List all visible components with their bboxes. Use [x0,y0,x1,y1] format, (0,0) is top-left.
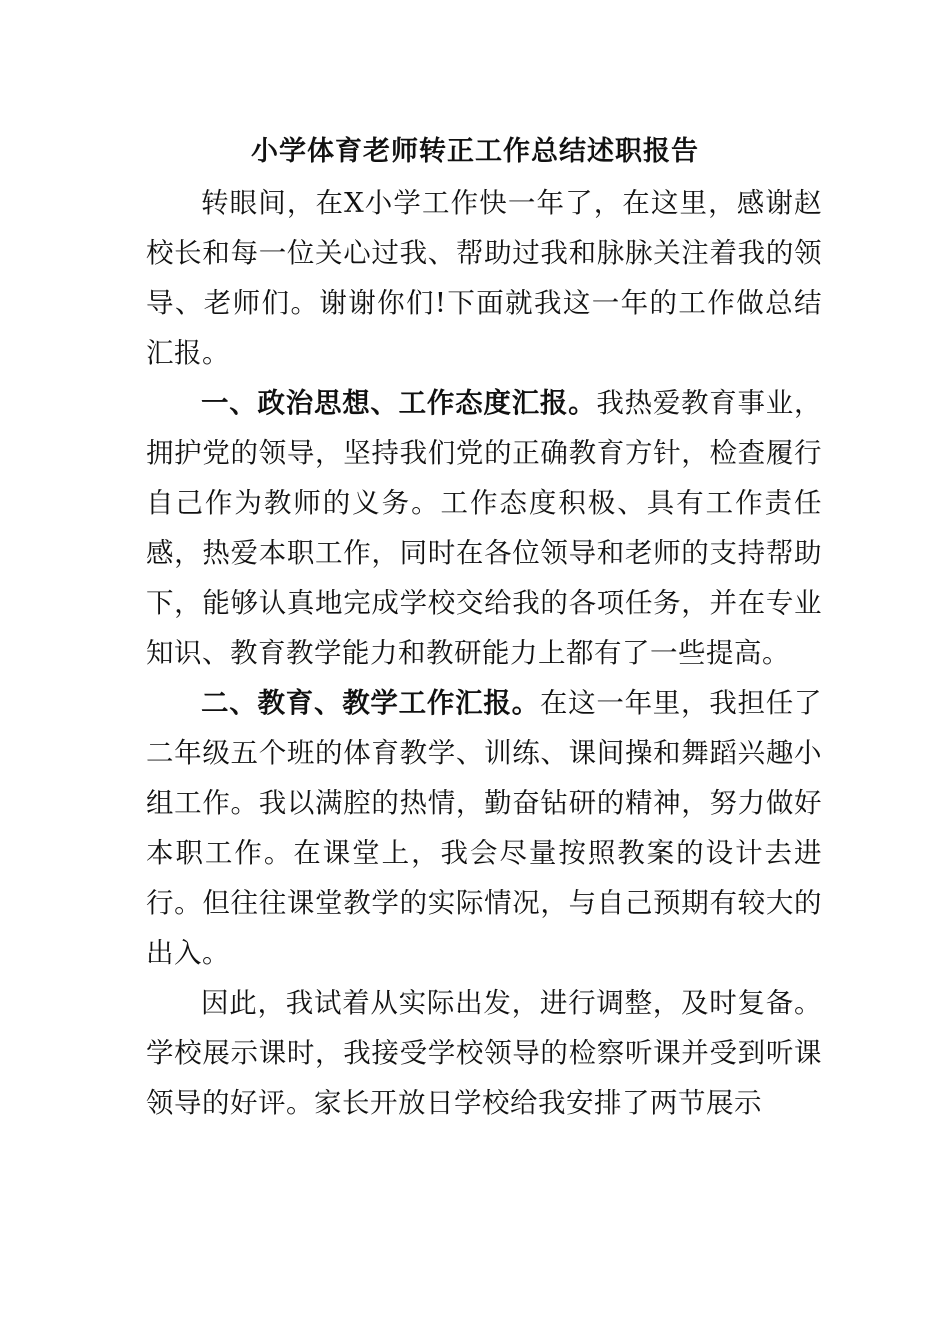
paragraph-text: 转眼间，在X小学工作快一年了，在这里，感谢赵校长和每一位关心过我、帮助过我和脉脉关注着我的领导、老师们。谢谢你们!下面就我这一年的工作做总结汇报。 [146,187,822,369]
paragraph-text: 因此，我试着从实际出发，进行调整，及时复备。学校展示课时，我接受学校领导的检察听课并受到听课领导的好评。家长开放日学校给我安排了两节展示 [146,987,822,1119]
paragraph-teaching-work [146,678,822,978]
document-title: 小学体育老师转正工作总结述职报告 [251,136,699,167]
paragraph-text: 我热爱教育事业，拥护党的领导，坚持我们党的正确教育方针，检查履行自己作为教师的义务。工作态度积极、具有工作责任感，热爱本职工作，同时在各位领导和老师的支持帮助下，能够认真地完成学校交给我的各项任务，并在专业知识、教育教学能力和教研能力上都有了一些提高。 [146,387,823,669]
document-body [146,178,822,1128]
paragraph-political-attitude [146,378,822,678]
section-heading: 二、教育、教学工作汇报。 [201,687,540,719]
paragraph-adjustment [146,978,822,1128]
paragraph-intro [146,178,822,378]
paragraph-text: 在这一年里，我担任了二年级五个班的体育教学、训练、课间操和舞蹈兴趣小组工作。我以满腔的热情，勤奋钻研的精神，努力做好本职工作。在课堂上，我会尽量按照教案的设计去进行。但往往课堂教学的实际情况，与自己预期有较大的出入。 [146,687,823,969]
section-heading: 一、政治思想、工作态度汇报。 [201,387,597,419]
